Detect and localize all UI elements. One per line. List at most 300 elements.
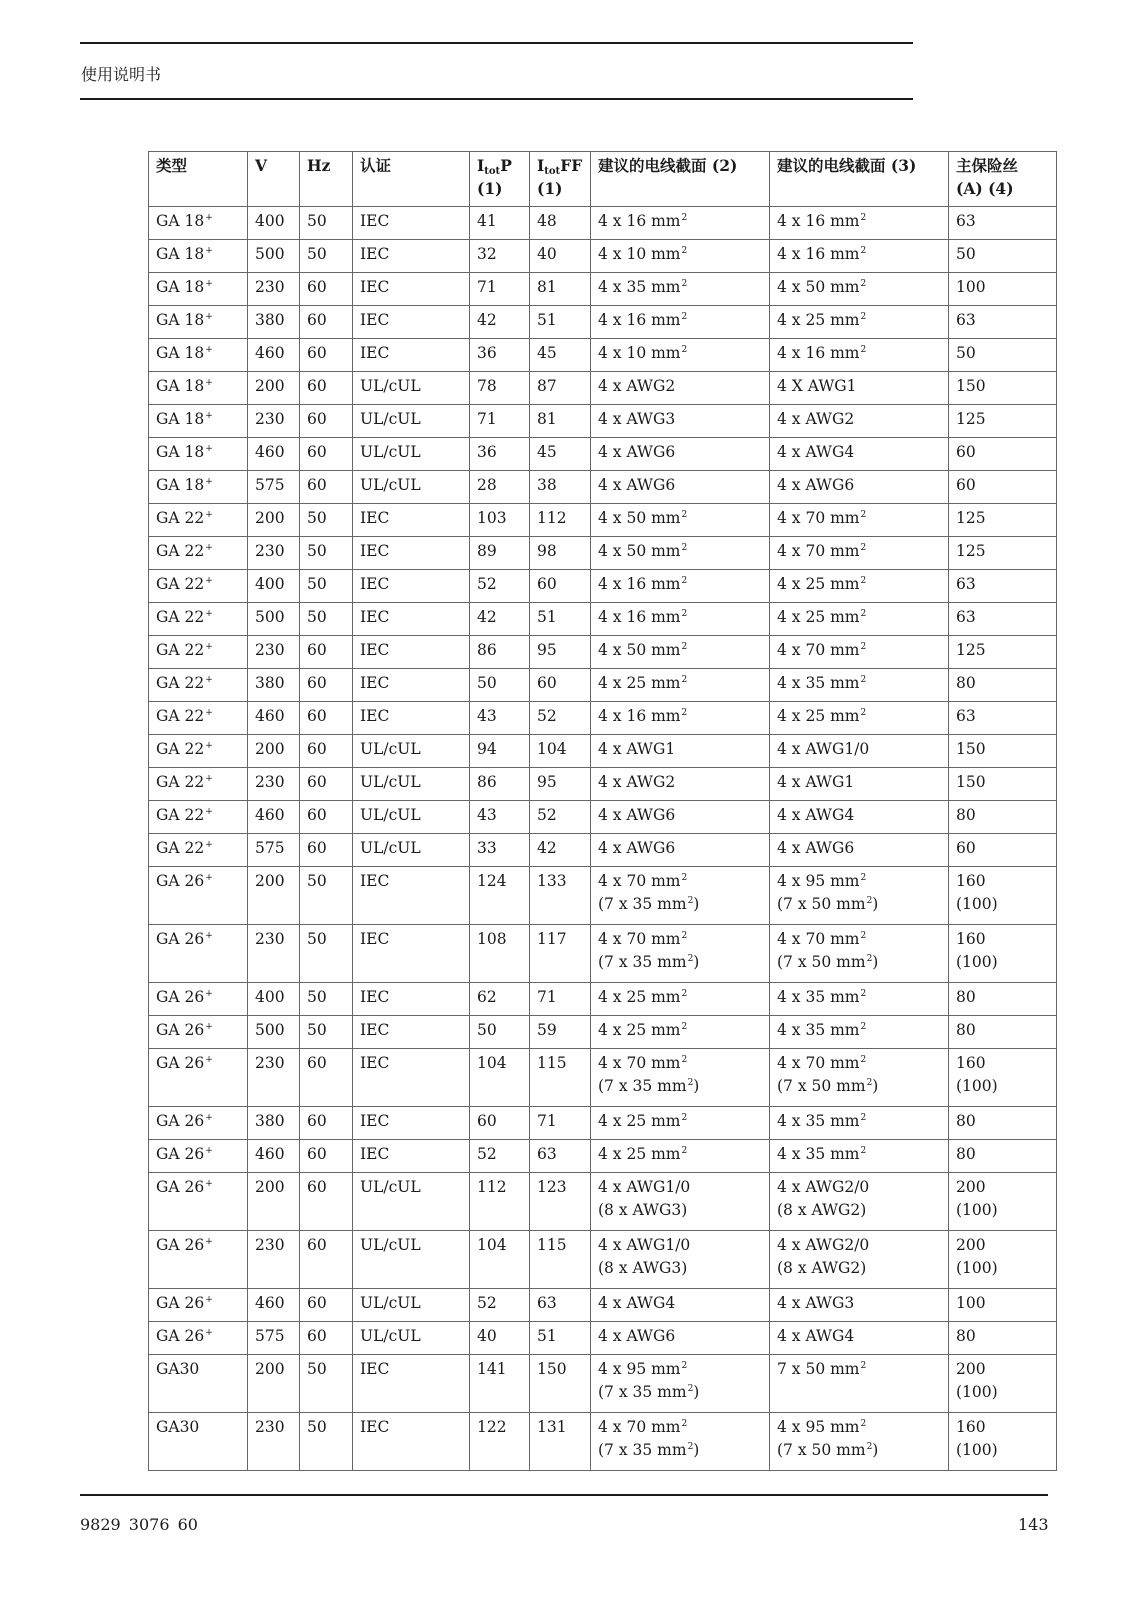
model-plus-mark: + (205, 444, 213, 454)
cell-type (149, 1322, 248, 1355)
cell-main-fuse (949, 306, 1057, 339)
cell-cable-section-2 (591, 603, 770, 636)
cell-itotff: 63 (530, 1289, 591, 1322)
cell-main-fuse (949, 570, 1057, 603)
model-name: GA 18 (156, 476, 205, 494)
fuse-rating: 63 (956, 707, 976, 725)
cell-certification: IEC (353, 207, 470, 240)
cable-size-text: 4 x 25 mm (777, 608, 860, 626)
cell-cable-section-2 (591, 1289, 770, 1322)
fuse-rating: 150 (956, 740, 986, 758)
cable-size-primary (598, 441, 763, 464)
cell-voltage: 200 (248, 372, 300, 405)
col-header-type: 类型 (149, 152, 248, 207)
model-plus-mark: + (205, 1328, 213, 1338)
cable-size-text: 4 x 50 mm (598, 509, 681, 527)
cable-size-alternative (777, 893, 942, 916)
cell-itotp: 28 (470, 471, 530, 504)
fuse-rating: 60 (956, 839, 976, 857)
cable-size-text: (7 x 35 mm (598, 953, 687, 971)
cable-size-alternative (598, 1381, 763, 1404)
model-plus-mark: + (205, 989, 213, 999)
cable-size-text: 4 x 50 mm (777, 278, 860, 296)
cell-itotff: 87 (530, 372, 591, 405)
cell-itotff: 45 (530, 339, 591, 372)
cell-certification: UL/cUL (353, 471, 470, 504)
cell-type (149, 570, 248, 603)
cell-voltage: 400 (248, 207, 300, 240)
cell-itotp: 36 (470, 438, 530, 471)
table-row (149, 801, 1057, 834)
cell-voltage: 230 (248, 1049, 300, 1107)
fuse-rating: 60 (956, 476, 976, 494)
cable-size-text: 4 x AWG1 (777, 773, 855, 791)
cell-frequency: 50 (300, 925, 353, 983)
cell-main-fuse (949, 1049, 1057, 1107)
cell-cable-section-2 (591, 504, 770, 537)
cable-size-text: 4 x 10 mm (598, 344, 681, 362)
cell-voltage: 200 (248, 735, 300, 768)
fuse-rating: 63 (956, 575, 976, 593)
cell-cable-section-2 (591, 983, 770, 1016)
cable-size-primary (598, 1358, 763, 1381)
table-row (149, 1173, 1057, 1231)
cell-main-fuse (949, 537, 1057, 570)
model-plus-mark: + (205, 279, 213, 289)
cell-itotff: 104 (530, 735, 591, 768)
cable-size-text: 4 x 25 mm (598, 988, 681, 1006)
cable-size-text: 4 x 16 mm (598, 311, 681, 329)
cell-cable-section-2 (591, 207, 770, 240)
cell-main-fuse (949, 636, 1057, 669)
table-row (149, 570, 1057, 603)
cable-size-text: 4 x AWG4 (777, 806, 855, 824)
model-plus-mark: + (205, 741, 213, 751)
model-plus-mark: + (205, 345, 213, 355)
cell-main-fuse (949, 504, 1057, 537)
cell-itotp: 52 (470, 570, 530, 603)
cable-size-text: 4 x AWG3 (777, 1294, 855, 1312)
cell-main-fuse (949, 925, 1057, 983)
cell-cable-section-2 (591, 702, 770, 735)
cable-size-text: (7 x 50 mm (777, 953, 866, 971)
model-plus-mark: + (205, 1295, 213, 1305)
cell-main-fuse (949, 768, 1057, 801)
fuse-rating: 160 (956, 930, 986, 948)
cable-size-primary (777, 1292, 942, 1315)
cable-size-text: 4 x 70 mm (777, 509, 860, 527)
model-name: GA 18 (156, 443, 205, 461)
unit-exponent: 2 (860, 213, 867, 223)
cable-size-text: (7 x 35 mm (598, 895, 687, 913)
cell-itotp: 108 (470, 925, 530, 983)
cell-cable-section-2 (591, 306, 770, 339)
cable-size-text: 4 x 70 mm (598, 872, 681, 890)
cell-itotff: 51 (530, 603, 591, 636)
cable-size-text: 4 x 70 mm (598, 1054, 681, 1072)
cell-cable-section-3 (770, 925, 949, 983)
cell-itotp: 50 (470, 669, 530, 702)
cable-size-text: 4 x 95 mm (777, 1418, 860, 1436)
model-name: GA 22 (156, 707, 205, 725)
cell-cable-section-2 (591, 537, 770, 570)
cell-frequency: 50 (300, 240, 353, 273)
cable-size-text: 4 x AWG6 (777, 476, 855, 494)
cell-main-fuse (949, 1413, 1057, 1471)
cell-itotff: 45 (530, 438, 591, 471)
model-name: GA 26 (156, 1178, 205, 1196)
cell-frequency: 60 (300, 306, 353, 339)
cell-itotff: 115 (530, 1231, 591, 1289)
fuse-rating-alternative: (100) (956, 895, 998, 913)
table-row (149, 768, 1057, 801)
cell-cable-section-2 (591, 669, 770, 702)
fuse-rating: 60 (956, 443, 976, 461)
cell-cable-section-2 (591, 735, 770, 768)
table-row (149, 1289, 1057, 1322)
cell-certification: IEC (353, 1413, 470, 1471)
cell-type (149, 339, 248, 372)
cell-itotff: 51 (530, 306, 591, 339)
cell-voltage: 575 (248, 1322, 300, 1355)
unit-exponent: 2 (681, 1113, 688, 1123)
cell-voltage: 230 (248, 1231, 300, 1289)
cell-main-fuse (949, 273, 1057, 306)
fuse-rating: 50 (956, 245, 976, 263)
cell-itotp: 42 (470, 306, 530, 339)
unit-exponent: 2 (860, 543, 867, 553)
cell-frequency: 60 (300, 1140, 353, 1173)
cell-itotff: 112 (530, 504, 591, 537)
cell-type (149, 636, 248, 669)
cell-itotff: 71 (530, 1107, 591, 1140)
closing-paren: ) (693, 1077, 700, 1095)
unit-exponent: 2 (860, 576, 867, 586)
cable-size-primary (598, 276, 763, 299)
cell-voltage: 460 (248, 1140, 300, 1173)
col-header-cable-section-3: 建议的电线截面 (3) (770, 152, 949, 207)
cable-size-primary (598, 928, 763, 951)
cell-frequency: 60 (300, 273, 353, 306)
cable-size-primary (777, 573, 942, 596)
unit-exponent: 2 (860, 1146, 867, 1156)
unit-exponent: 2 (860, 1055, 867, 1065)
cable-size-primary (777, 928, 942, 951)
cable-size-text: (8 x AWG3) (598, 1259, 688, 1277)
cell-frequency: 50 (300, 983, 353, 1016)
cell-itotp: 52 (470, 1140, 530, 1173)
cable-size-primary (598, 342, 763, 365)
cell-voltage: 200 (248, 1173, 300, 1231)
model-plus-mark: + (205, 213, 213, 223)
cable-size-primary (598, 573, 763, 596)
cable-size-text: 4 x AWG6 (598, 443, 676, 461)
cable-size-text: 4 x 35 mm (777, 1112, 860, 1130)
cell-cable-section-3 (770, 471, 949, 504)
cable-size-primary (598, 639, 763, 662)
cell-cable-section-3 (770, 438, 949, 471)
electrical-spec-table (148, 151, 1057, 1471)
cable-size-primary (777, 1325, 942, 1348)
cell-itotff: 63 (530, 1140, 591, 1173)
unit-exponent: 2 (681, 279, 688, 289)
cell-itotp: 52 (470, 1289, 530, 1322)
cell-cable-section-2 (591, 405, 770, 438)
cell-cable-section-2 (591, 273, 770, 306)
cell-cable-section-2 (591, 438, 770, 471)
cell-frequency: 60 (300, 768, 353, 801)
cable-size-text: 4 x 25 mm (598, 1145, 681, 1163)
model-name: GA 18 (156, 344, 205, 362)
cell-cable-section-2 (591, 471, 770, 504)
cell-type (149, 504, 248, 537)
cell-itotp: 43 (470, 801, 530, 834)
cell-cable-section-2 (591, 240, 770, 273)
fuse-rating: 80 (956, 806, 976, 824)
cell-cable-section-2 (591, 570, 770, 603)
unit-exponent: 2 (860, 312, 867, 322)
cable-size-primary (777, 540, 942, 563)
fuse-rating-alternative: (100) (956, 953, 998, 971)
cable-size-primary (777, 342, 942, 365)
cable-size-text: 4 x 35 mm (598, 278, 681, 296)
unit-exponent: 2 (860, 1022, 867, 1032)
cell-main-fuse (949, 801, 1057, 834)
fuse-rating: 200 (956, 1236, 986, 1254)
cell-type (149, 1231, 248, 1289)
cell-cable-section-2 (591, 1413, 770, 1471)
model-name: GA 18 (156, 377, 205, 395)
cell-itotp: 32 (470, 240, 530, 273)
unit-exponent: 2 (681, 675, 688, 685)
model-plus-mark: + (205, 675, 213, 685)
cable-size-text: 4 x AWG4 (777, 443, 855, 461)
cell-main-fuse (949, 339, 1057, 372)
cell-itotp: 86 (470, 768, 530, 801)
fuse-rating: 200 (956, 1360, 986, 1378)
model-name: GA 18 (156, 245, 205, 263)
cable-size-text: 4 x 25 mm (598, 1021, 681, 1039)
cell-itotp: 33 (470, 834, 530, 867)
cable-size-text: 4 x 16 mm (598, 608, 681, 626)
cell-itotff: 71 (530, 983, 591, 1016)
cable-size-text: 4 x 95 mm (777, 872, 860, 890)
cell-itotff: 98 (530, 537, 591, 570)
cable-size-text: 4 x AWG6 (777, 839, 855, 857)
cell-cable-section-2 (591, 1107, 770, 1140)
table-row (149, 438, 1057, 471)
cell-frequency: 60 (300, 438, 353, 471)
cell-itotp: 36 (470, 339, 530, 372)
cable-size-primary (598, 986, 763, 1009)
cell-cable-section-3 (770, 702, 949, 735)
cell-itotp: 112 (470, 1173, 530, 1231)
cable-size-text: 4 x 35 mm (777, 988, 860, 1006)
cell-main-fuse (949, 372, 1057, 405)
cell-type (149, 669, 248, 702)
table-row (149, 273, 1057, 306)
model-name: GA 22 (156, 542, 205, 560)
fuse-rating: 150 (956, 773, 986, 791)
unit-exponent: 2 (860, 1419, 867, 1429)
cable-size-text: 4 x 35 mm (777, 674, 860, 692)
cell-cable-section-2 (591, 1140, 770, 1173)
cable-size-text: 4 x AWG1/0 (598, 1236, 691, 1254)
unit-exponent: 2 (860, 1361, 867, 1371)
cell-voltage: 230 (248, 1413, 300, 1471)
cable-size-alternative (598, 951, 763, 974)
model-name: GA 26 (156, 988, 205, 1006)
table-row (149, 405, 1057, 438)
cell-itotff: 60 (530, 669, 591, 702)
cell-main-fuse (949, 867, 1057, 925)
model-plus-mark: + (205, 873, 213, 883)
cell-certification: IEC (353, 925, 470, 983)
cell-cable-section-2 (591, 1173, 770, 1231)
unit-exponent: 2 (687, 954, 694, 964)
cable-size-text: 4 x AWG6 (598, 476, 676, 494)
cell-voltage: 460 (248, 702, 300, 735)
cable-size-primary (777, 1110, 942, 1133)
cell-itotp: 42 (470, 603, 530, 636)
cell-cable-section-3 (770, 1231, 949, 1289)
cell-voltage: 230 (248, 273, 300, 306)
cell-certification: IEC (353, 983, 470, 1016)
cell-voltage: 230 (248, 768, 300, 801)
fuse-rating: 150 (956, 377, 986, 395)
cell-type (149, 471, 248, 504)
cable-size-primary (777, 804, 942, 827)
cable-size-primary (598, 804, 763, 827)
cable-size-primary (598, 738, 763, 761)
cell-frequency: 60 (300, 1173, 353, 1231)
cable-size-alternative (598, 1257, 763, 1280)
cable-size-primary (777, 1176, 942, 1199)
cell-type (149, 1173, 248, 1231)
model-plus-mark: + (205, 378, 213, 388)
cell-cable-section-3 (770, 306, 949, 339)
cell-frequency: 60 (300, 801, 353, 834)
cable-size-alternative (777, 1199, 942, 1222)
cell-main-fuse (949, 1107, 1057, 1140)
cell-itotff: 133 (530, 867, 591, 925)
cable-size-text: 4 x 70 mm (777, 1054, 860, 1072)
cell-main-fuse (949, 702, 1057, 735)
cell-frequency: 50 (300, 570, 353, 603)
cable-size-primary (777, 441, 942, 464)
cell-frequency: 50 (300, 1413, 353, 1471)
cell-certification: UL/cUL (353, 1173, 470, 1231)
cell-cable-section-3 (770, 1107, 949, 1140)
cable-size-text: 4 x AWG1/0 (777, 740, 870, 758)
closing-paren: ) (693, 953, 700, 971)
unit-exponent: 2 (681, 1022, 688, 1032)
model-plus-mark: + (205, 609, 213, 619)
cell-cable-section-3 (770, 1049, 949, 1107)
cell-type (149, 735, 248, 768)
cable-size-text: 4 x 25 mm (777, 707, 860, 725)
cell-itotff: 117 (530, 925, 591, 983)
cell-type (149, 240, 248, 273)
cable-size-primary (777, 986, 942, 1009)
unit-exponent: 2 (860, 989, 867, 999)
cell-cable-section-3 (770, 735, 949, 768)
cable-size-primary (598, 606, 763, 629)
cell-certification: UL/cUL (353, 372, 470, 405)
model-name: GA 26 (156, 872, 205, 890)
cable-size-primary (777, 507, 942, 530)
cell-voltage: 380 (248, 306, 300, 339)
col-header-main-fuse: 主保险丝 (A) (4) (949, 152, 1057, 207)
fuse-rating: 125 (956, 641, 986, 659)
unit-exponent: 2 (687, 1442, 694, 1452)
cell-itotff: 52 (530, 702, 591, 735)
cell-type (149, 1016, 248, 1049)
cell-type (149, 438, 248, 471)
cell-main-fuse (949, 1231, 1057, 1289)
cable-size-primary (777, 705, 942, 728)
model-plus-mark: + (205, 1237, 213, 1247)
cable-size-text: 4 x 16 mm (777, 245, 860, 263)
cell-cable-section-3 (770, 1173, 949, 1231)
cell-frequency: 60 (300, 1049, 353, 1107)
cable-size-text: 4 x 95 mm (598, 1360, 681, 1378)
cell-main-fuse (949, 1289, 1057, 1322)
cell-type (149, 273, 248, 306)
unit-exponent: 2 (681, 708, 688, 718)
cable-size-primary (598, 507, 763, 530)
model-plus-mark: + (205, 246, 213, 256)
model-plus-mark: + (205, 543, 213, 553)
cell-main-fuse (949, 1173, 1057, 1231)
cell-type (149, 603, 248, 636)
cell-type (149, 1107, 248, 1140)
cell-itotp: 40 (470, 1322, 530, 1355)
table-row (149, 1322, 1057, 1355)
cell-cable-section-3 (770, 1355, 949, 1413)
cable-size-text: 4 x AWG1 (598, 740, 676, 758)
cell-voltage: 200 (248, 504, 300, 537)
cell-frequency: 50 (300, 1016, 353, 1049)
table-row (149, 306, 1057, 339)
cell-frequency: 60 (300, 471, 353, 504)
model-name: GA 22 (156, 740, 205, 758)
cell-voltage: 460 (248, 339, 300, 372)
col-header-voltage: V (248, 152, 300, 207)
model-name: GA 18 (156, 278, 205, 296)
closing-paren: ) (693, 895, 700, 913)
cable-size-alternative (777, 1075, 942, 1098)
cell-cable-section-2 (591, 339, 770, 372)
closing-paren: ) (872, 953, 879, 971)
model-name: GA 22 (156, 608, 205, 626)
table-row (149, 1231, 1057, 1289)
cell-main-fuse (949, 438, 1057, 471)
cable-size-text: (7 x 35 mm (598, 1441, 687, 1459)
cable-size-text: 4 x 50 mm (598, 542, 681, 560)
cable-size-primary (777, 276, 942, 299)
cell-type (149, 207, 248, 240)
cell-voltage: 380 (248, 669, 300, 702)
cable-size-primary (777, 243, 942, 266)
cell-itotp: 71 (470, 273, 530, 306)
cable-size-primary (598, 1176, 763, 1199)
col-header-certification: 认证 (353, 152, 470, 207)
model-plus-mark: + (205, 312, 213, 322)
cell-cable-section-3 (770, 207, 949, 240)
cable-size-primary (598, 1019, 763, 1042)
unit-exponent: 2 (860, 675, 867, 685)
